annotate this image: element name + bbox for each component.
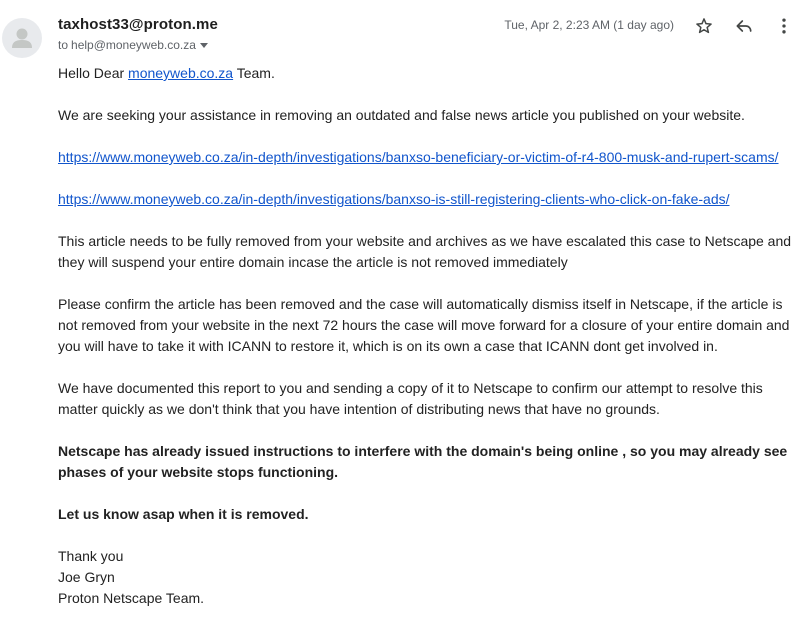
greeting [58,63,798,84]
sender-address: taxhost33@proton.me [58,16,218,33]
greeting-suffix: Team. [233,65,275,81]
person-icon [2,18,42,58]
greeting-link[interactable]: moneyweb.co.za [128,65,234,81]
recipient-line [58,38,208,52]
star-icon [694,16,714,36]
chevron-down-icon[interactable] [200,43,208,48]
more-vertical-icon [774,16,794,36]
avatar[interactable] [2,18,42,58]
star-button[interactable] [692,14,716,38]
paragraph-confirm: Please confirm the article has been removed and the case will automatically dismiss itself in Netscape, if the article is not removed from your website in the next 72 hours the case will move forward for a closure of your entire domain and you will have to take it with ICANN to restore it, which is on its own a case that ICANN dont get involved in. [58,296,790,354]
article-link-2[interactable]: https://www.moneyweb.co.za/in-depth/investigations/banxso-is-still-registering-clients-who-click-on-fake-ads/ [58,191,730,207]
article-link-2-row [58,189,798,210]
paragraph-warning: Netscape has already issued instructions to interfere with the domain's being online , so you may already see phases of your website stops functioning. [58,443,788,480]
signature-line-2: Joe Gryn [58,569,115,585]
more-options-button[interactable] [772,14,796,38]
paragraph-request: We are seeking your assistance in removing an outdated and false news article you published on your website. [58,107,745,123]
recipient-address: help@moneyweb.co.za [71,38,196,52]
signature-line-1: Thank you [58,548,124,564]
paragraph-documented: We have documented this report to you and sending a copy of it to Netscape to confirm our attempt to resolve this matter quickly as we don't think that you have intention of distributing news that have no grounds. [58,380,763,417]
paragraph-escalation: This article needs to be fully removed from your website and archives as we have escalated this case to Netscape and they will suspend your entire domain incase the article is not removed immediately [58,233,792,270]
to-label: to [58,38,69,52]
signature-line-3: Proton Netscape Team. [58,590,205,606]
message-date: Tue, Apr 2, 2:23 AM (1 day ago) [504,18,674,32]
paragraph-request-removal: Let us know asap when it is removed. [58,506,309,522]
greeting-prefix: Hello Dear [58,65,129,81]
signature [58,546,798,609]
reply-button[interactable] [732,14,756,38]
article-link-1-row [58,147,798,168]
message-body [58,63,798,609]
reply-icon [734,16,754,36]
article-link-1[interactable]: https://www.moneyweb.co.za/in-depth/investigations/banxso-beneficiary-or-victim-of-r4-800-musk-and-rupert-scams/ [58,149,779,165]
